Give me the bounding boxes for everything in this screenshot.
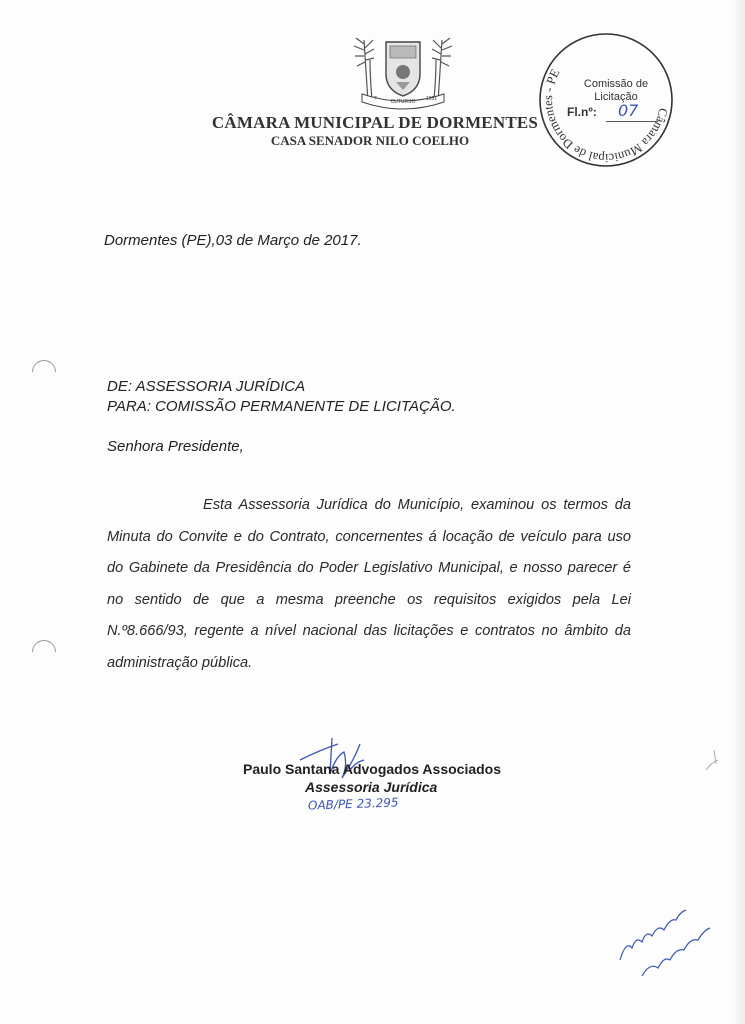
letter-body-text: Esta Assessoria Jurídica do Município, examinou os termos da Minuta do Convite e do Contrato, concernentes á locação de veículo para uso do Gabinete da Presidência do Poder Legislativo Municipal, e nosso parecer é no sentido de que a mesma preenche os requisitos exigidos pela Lei N.º8.666/93, regente a nível nacional das licitações e contratos no âmbito da administração pública. bbox=[107, 497, 631, 671]
crest-right-year: 1951 bbox=[426, 96, 438, 102]
stamp-folio-label: Fl.nº: bbox=[567, 105, 597, 119]
stamp-line-2: Licitação bbox=[594, 91, 638, 103]
punch-hole-bottom bbox=[27, 635, 61, 669]
institution-title: CÂMARA MUNICIPAL DE DORMENTES bbox=[211, 113, 539, 132]
stamp-line-1: Comissão de bbox=[583, 78, 649, 90]
crest-left-year: ? bbox=[374, 96, 377, 102]
letter-from: DE: ASSESSORIA JURÍDICA bbox=[107, 378, 306, 395]
signature-oab-number: OAB/PE 23.295 bbox=[307, 795, 399, 813]
signature-firm: Paulo Santana Advogados Associados bbox=[243, 761, 502, 777]
stamp-folio-value: 07 bbox=[618, 101, 639, 120]
stamp-ring-text: Câmara Municipal de Dormentes - PE bbox=[540, 66, 671, 166]
paper-edge-shadow bbox=[731, 0, 745, 1024]
letter-body bbox=[107, 490, 631, 680]
handwritten-margin-note bbox=[612, 890, 722, 980]
stamp-commission-label bbox=[566, 78, 666, 104]
letter-to: PARA: COMISSÃO PERMANENTE DE LICITAÇÃO. bbox=[107, 398, 456, 415]
municipal-crest-icon bbox=[348, 32, 458, 112]
signature-role: Assessoria Jurídica bbox=[305, 779, 438, 795]
letter-salutation: Senhora Presidente, bbox=[107, 438, 244, 455]
crest-ribbon-text: CUTURSO bbox=[390, 99, 416, 105]
institution-subtitle: CASA SENADOR NILO COELHO bbox=[270, 133, 470, 148]
letter-date: Dormentes (PE),03 de Março de 2017. bbox=[104, 232, 362, 249]
scan-artifact bbox=[700, 740, 730, 780]
punch-hole-top bbox=[27, 355, 61, 389]
stamp-folio-underline bbox=[606, 121, 658, 122]
